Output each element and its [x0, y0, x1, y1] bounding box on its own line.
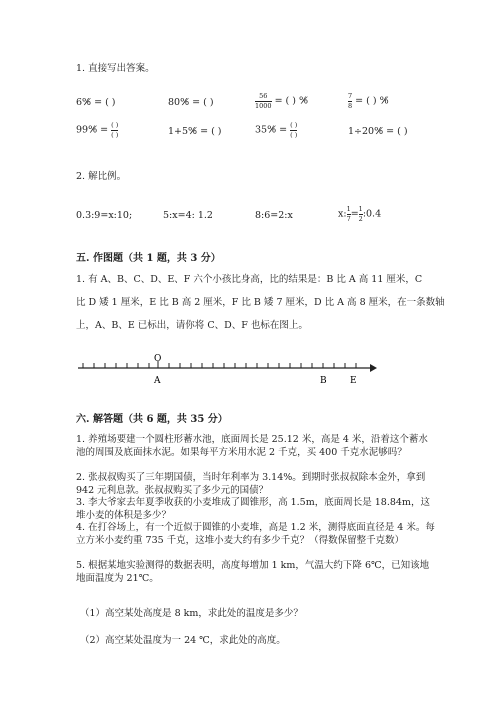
- s5-line1: 1. 有 A、B、C、D、E、F 六个小孩比身高，比的结果是：B 比 A 高 11 厘米，C: [76, 274, 423, 285]
- fraction: $\frac{1}{7}$: [346, 205, 351, 223]
- fraction: $\frac{7}{8}$: [348, 92, 353, 110]
- calc-1-4: $\frac{7}{8}$ = ( ) %̸: [348, 92, 389, 110]
- q1-title: 1. 直接写出答案。: [76, 63, 155, 74]
- point-a-label: A: [154, 376, 161, 386]
- ratio-4: x: $\frac{1}{7}$ = $\frac{1}{2}$ :0.4: [338, 205, 382, 223]
- ratio-1: 0.3:9=x:10;: [76, 210, 133, 221]
- calc-1-3: $\frac{56}{1000}$ = ( ) %̸: [255, 92, 309, 110]
- ratio-2: 5:x=4: 1.2: [163, 210, 213, 221]
- point-b-label: B: [320, 376, 327, 386]
- fraction: $\frac{56}{1000}$: [255, 92, 272, 110]
- number-line: [70, 352, 380, 386]
- s5-line2: 比 D 矮 1 厘米，E 比 B 高 2 厘米，F 比 B 矮 7 厘米，D 比 A 高 8 厘米，在一条数轴: [76, 297, 445, 308]
- section5-heading: 五. 作图题（共 1 题，共 3 分）: [76, 253, 221, 264]
- ratio-3: 8:6=2:x: [255, 210, 293, 221]
- fraction: $\frac{1}{2}$: [358, 205, 363, 223]
- s5-line3: 上，A、B、E 已标出，请你将 C、D、F 也标在图上。: [76, 320, 308, 331]
- problem-1: 1. 养殖场要建一个圆柱形蓄水池，底面周长是 25.12 米，高是 4 米，沿着这个蓄水池的周围及底面抹水泥。如果每平方米用水泥 2 千克，买 400 千克水泥够吗？: [76, 434, 428, 458]
- calc-2-1: 99%̸ = $\frac{( )}{( )}$: [76, 121, 119, 139]
- blank-fraction: $\frac{( )}{( )}$: [111, 121, 119, 139]
- point-e-label: E: [350, 376, 357, 386]
- origin-label: O: [154, 354, 162, 364]
- problem-5: 5. 根据某地实验测得的数据表明，高度每增加 1 km，气温大约下降 6℃，已知该地地面温度为 21℃。: [76, 560, 430, 584]
- problem-2: 2. 张叔叔购买了三年期国债，当时年利率为 3.14%。到期时张叔叔除本金外，拿到 942 元利息款。张叔叔购买了多少元的国债？: [76, 472, 426, 496]
- problem-3: 3. 李大爷家去年夏季收获的小麦堆成了圆锥形，高 1.5m，底面周长是 18.84m，这堆小麦的体积是多少？: [76, 497, 430, 521]
- calc-1-2: 80%̸ = ( ): [168, 97, 214, 108]
- problem-4: 4. 在打谷场上，有一个近似于圆锥的小麦堆，高是 1.2 米，测得底面直径是 4 米。每立方米小麦约重 735 千克，这堆小麦大约有多少千克？（得数保留整千克数）: [76, 522, 435, 546]
- section6-heading: 六. 解答题（共 6 题，共 35 分）: [76, 414, 228, 425]
- calc-2-4: 1÷20%̸ = ( ): [348, 126, 408, 137]
- calc-2-2: 1+5%̸ = ( ): [168, 126, 222, 137]
- calc-2-3: 35%̸ = $\frac{( )}{( )}$: [255, 121, 298, 139]
- sub-question-1: （1）高空某处高度是 8 km，求此处的温度是多少？: [80, 608, 303, 619]
- arrow-icon: [370, 364, 377, 372]
- blank-fraction: $\frac{( )}{( )}$: [290, 121, 298, 139]
- sub-question-2: （2）高空某处温度为一 24 ℃，求此处的高度。: [80, 635, 286, 646]
- calc-1-1: 6%̸ = ( ): [76, 97, 116, 108]
- q2-title: 2. 解比例。: [76, 171, 127, 182]
